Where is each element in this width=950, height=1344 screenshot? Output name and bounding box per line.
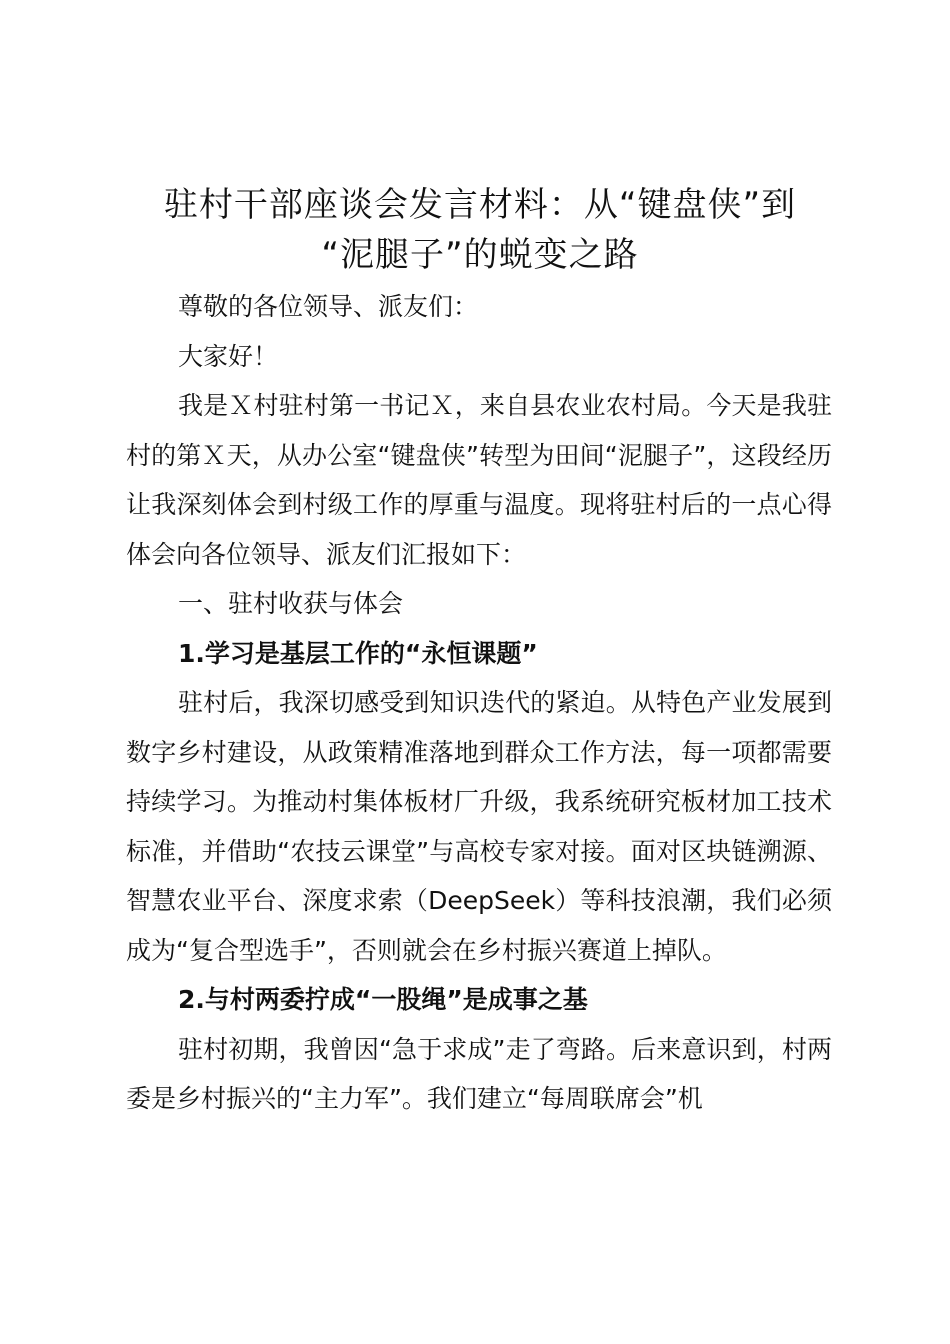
title-line-1: 驻村干部座谈会发言材料：从“键盘侠”到 <box>163 185 797 225</box>
greeting: 大家好！ <box>178 341 279 371</box>
title-line-2: “泥腿子”的蜕变之路 <box>321 235 639 275</box>
intro-paragraph: 我是Ｘ村驻村第一书记Ｘ，来自县农业农村局。今天是我驻村的第Ｘ天，从办公室“键盘侠”转型为田间“泥腿子”，这段经历让我深刻体会到村级工作的厚重与温度。现将驻村后的一点心得体会向各位领导、派友们汇报如下： <box>126 391 832 569</box>
subsection-paragraph-1: 驻村后，我深切感受到知识迭代的紧迫。从特色产业发展到数字乡村建设，从政策精准落地到群众工作方法，每一项都需要持续学习。为推动村集体板材厂升级，我系统研究板材加工技术标准，并借助“农技云课堂”与高校专家对接。面对区块链溯源、智慧农业平台、深度求索（DeepSeek）等科技浪潮，我们必须成为“复合型选手”，否则就会在乡村振兴赛道上掉队。 <box>126 688 832 965</box>
subsection-heading-2: 2.与村两委拧成“一股绳”是成事之基 <box>178 985 588 1014</box>
section-heading-1: 一、驻村收获与体会 <box>178 589 404 618</box>
document-body <box>126 282 832 1124</box>
document-title <box>120 180 840 280</box>
subsection-paragraph-2: 驻村初期，我曾因“急于求成”走了弯路。后来意识到，村两委是乡村振兴的“主力军”。我们建立“每周联席会”机 <box>126 1034 832 1113</box>
salutation: 尊敬的各位领导、派友们： <box>178 292 479 321</box>
subsection-heading-1: 1.学习是基层工作的“永恒课题” <box>178 638 538 668</box>
